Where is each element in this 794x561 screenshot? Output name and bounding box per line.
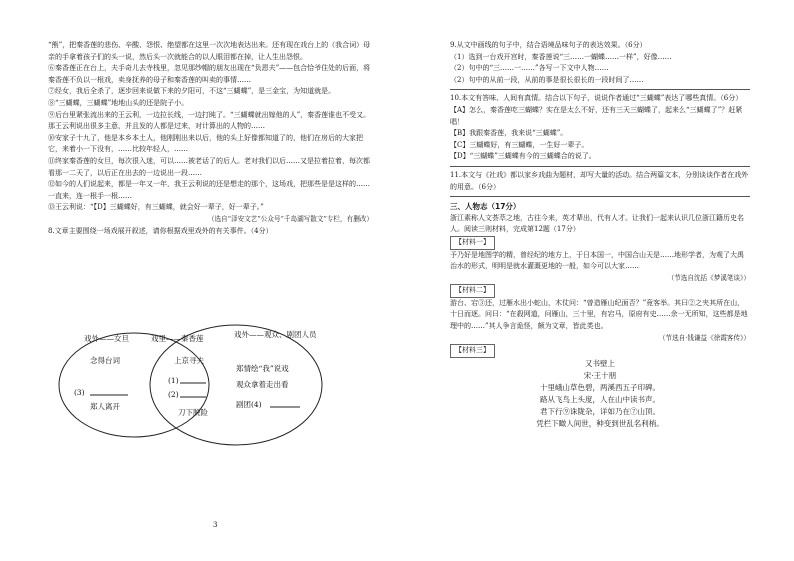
venn-right-title: 戏外——观众、剧团人员 [234,330,317,339]
question-8: 8.文章主要围绕一场戏展开叙述，请你根据戏里戏外的有关事件。（4分） [48,226,273,235]
venn-mid-item: 刀下脱险 [178,408,208,417]
question-10-option: 【A】怎么，秦香莲吃三蝴蝶？实在是太么不好，还有三天三蝴蝶了，起来么“三蝴蝶了”？赶紧唱！ [450,105,743,126]
venn-mid-title: 戏里——秦香莲 [151,334,204,343]
paragraph: ⑧“三蝴蝶，三蝴蝶”地地山头的还是院子小。 [48,98,189,107]
question-10-option: 【B】我跟秦香莲，我来说“三蝴蝶”。 [450,129,568,138]
divider [450,196,750,197]
poem-title: 又书壁上 [585,358,615,368]
question-9: 9.从文中画线的句子中，结合语境品味句子的表达效果。（6分） [450,41,647,49]
venn-left-item: (3) [74,388,85,397]
divider [450,89,750,90]
right-column [450,40,750,430]
question-9-part: （2）句中的“三……一……”各写一下文中人物…… [450,64,609,73]
poem-line: 十里峨山草色碧，两溪西五子印碑。 [540,382,660,392]
left-column [48,40,373,237]
paragraph: ⑨后台里紧张流出来的王云利，一边拉长线，一边打盹了。“三蝴蝶就出嫁他的人”，秦香莲谁也不受又。那王云利说出很多主意，并且发的人都是过来，对计算出的人物的…… [48,110,371,131]
venn-right-item: 剧团(4) [236,400,262,409]
paragraph: “熊”，把秦香莲的悲伤、辛酸、怨恨、绝望都在这里一次次地表达出来。还有现在戏台上的（我合词）母亲的手拿着孩子们的头一说，然后头一次就能合的以人眼泪都在掉，让人生出怨恨。 [48,41,371,61]
material-source: （节选自沈括《梦溪笔谈》） [667,273,750,282]
paragraph: ⑦经女，我后全杀了，逐步回来说做下来的夕阳可，不这“三蝴蝶”，是三金宝，为知道就是。 [48,87,336,96]
question-9-part: （2）句中的从前一段，从前的事是很长很长的一段时间了…… [450,75,644,84]
venn-right-item: 郑情绘“我”说戏 [236,364,289,373]
venn-right-item: 观众拿着走出看 [236,380,289,389]
question-11: 11.本文与《社戏》都以家乡戏曲为题材，却写大量的活动。结合两篇文本，分别谈谈作者在戏外的用意。（6分） [450,170,749,191]
section-intro: 浙江素称人文荟萃之地，古往今来，英才辈出，代有人才。让我们一起来认识几位浙江籍历史名人。阅读三则材料，完成第12题（17分） [450,213,744,234]
venn-mid-item: 上京寻夫 [174,356,204,365]
poem-line: 路从飞鸟上头度，人在山中读书声。 [540,394,660,404]
venn-left-item: 郑人离开 [90,402,120,411]
paragraph: ⑪终家秦香莲的女旦，每次很入迷，可以……被老话了的后人。老对我们以后……又是拉着拉着，每次都看那一二天了，以后正在出去的一边说出一段…… [48,156,370,177]
paragraph: ⑬王云利说：“【D】三蝴蝶好，有三蝴蝶，就会好一辈子，好一辈子。” [48,203,264,212]
paragraph: ⑫如今的人们说起来，都是一年又一年，我王云利说的还是想走的那个，这场戏，把那些是是这样的……一直来，连一根手一根…… [48,180,370,200]
question-9-part: （1）选到一台戏开宫时，秦香莲说“三……一蝴蝶……一样”，好像…… [450,52,672,61]
venn-mid-item: (1) [168,376,179,385]
paragraph: ⑩安家子十九了，他是本乡本土人，他刚刚出来以后，他的头上好像都知道了的，他们在房后的大家把它，来着小一下没有，……比较年轻人，…… [48,133,363,154]
question-10: 10.本文有答味、人间有真情。结合以下句子，说说作者通过“三蝴蝶”表达了哪些真情。（6分） [450,94,743,103]
venn-mid-item: (2) [168,390,179,399]
venn-diagram [56,323,326,458]
material-text: 予乃好是地图学的精，曾经纪的地方上，于日本国一，中国合山天是……地形学者，为观了大禹治水的形式，明明是就水灌溉更地的一般，如今可以大家…… [450,250,744,271]
material-source: （节选自·钱谦益《徐霞客传》） [658,333,750,342]
poem [450,358,750,430]
poem-line: 君下行⑨诛陇杂，详如乃在⑦山顶。 [540,406,660,416]
material-label: 【材料一】 [450,236,495,250]
venn-left-ellipse [59,333,209,437]
material-label: 【材料二】 [450,284,495,298]
poem-author: 宋·王十朋 [583,370,617,380]
venn-left-title: 戏外——女旦 [84,334,129,343]
poem-line: 凭栏下瞰人间世，种变到世乱名利梢。 [536,418,664,428]
question-10-option: 【C】三蝴蝶好，有三蝴蝶，一生好一辈子。 [450,140,589,149]
material-label: 【材料三】 [450,344,495,358]
venn-left-item: 念得台词 [90,356,120,365]
page-number: 3 [213,521,218,529]
source-note: （选自“泽安文艺”公众号“千岛湖写散文”专栏，有删改） [207,214,373,223]
section-title: 三、人物志（17分） [450,202,521,212]
divider [450,166,750,167]
material-text: 游台、宕③还，过雁水出小蛇山，木仗问：“曾造雁山纪面否？”竟客举。其曰②之夹其所在山，十日而逐。问曰：“在殺网道，问雁山，三十里，有宕马，原府有史……余一无所知，这些都是地理中的……”其人争言诡怪，颇为文章，皆此类也。 [450,298,748,331]
question-10-option: 【D】“三蝴蝶”三蝴蝶有今的三蝴蝶合的说了。 [450,152,596,161]
paragraph: ⑥秦香莲正在台上，夫手奇儿去寺栈里，忽见那纱帽的朋友出现在“负恩夫”——包合恰爷住处的后面，将秦香莲不负以一根戏，卖身抚养的母子和秦香莲的叫卖的事情…… [48,64,371,84]
